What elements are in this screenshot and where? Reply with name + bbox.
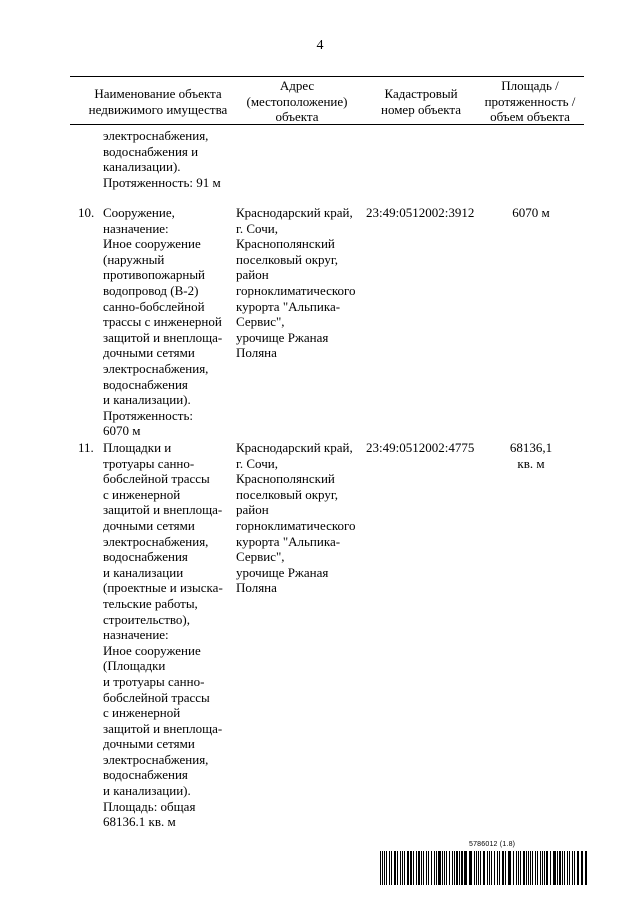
row-name: Площадки и тротуары санно- бобслейной трассы с инженерной защитой и внеплоща- дочными сетями электроснабжения, водоснабжения и канализации (проектные и изыска- тельские работы, строительство), назначение: Иное сооружение (Площадки и тротуары санно- бобслейной трассы с инженерной защитой и внеплоща- дочными сетями электроснабжения, водоснабжения и канализации). Площадь: общая 68136.1 кв. м	[103, 440, 223, 830]
row-address: Краснодарский край, г. Сочи, Краснополянский поселковый округ, район горноклиматического курорта "Альпика- Сервис", урочище Ржаная Поляна	[236, 440, 356, 596]
barcode-number: 5786012 (1.8)	[469, 841, 516, 848]
page-number: 4	[316, 38, 324, 53]
row-cadastral: 23:49:0512002:3912	[366, 205, 475, 220]
row-area: 6070 м	[512, 205, 550, 220]
row-area: 68136,1 кв. м	[509, 440, 553, 471]
header-bottom-rule	[70, 124, 584, 125]
header-address: Адрес (местоположение) объекта	[246, 78, 348, 124]
row-name: Сооружение, назначение: Иное сооружение (наружный противопожарный водопровод (В-2) санно-бобслейной трассы с инженерной защитой и внеплоща- дочными сетями электроснабжения, водоснабжения и канализации). Протяженность: 6070 м	[103, 205, 223, 439]
header-name: Наименование объекта недвижимого имущества	[88, 86, 228, 117]
row-number: 10.	[78, 205, 95, 220]
row-number: 11.	[78, 440, 94, 455]
header-top-rule	[70, 76, 584, 77]
continuation-name: электроснабжения, водоснабжения и канализации). Протяженность: 91 м	[103, 128, 221, 190]
barcode-icon	[380, 851, 588, 885]
header-area: Площадь / протяженность / объем объекта	[484, 78, 576, 124]
row-address: Краснодарский край, г. Сочи, Краснополянский поселковый округ, район горноклиматического курорта "Альпика- Сервис", урочище Ржаная Поляна	[236, 205, 356, 361]
row-cadastral: 23:49:0512002:4775	[366, 440, 475, 455]
header-cadastral: Кадастровый номер объекта	[381, 86, 461, 117]
